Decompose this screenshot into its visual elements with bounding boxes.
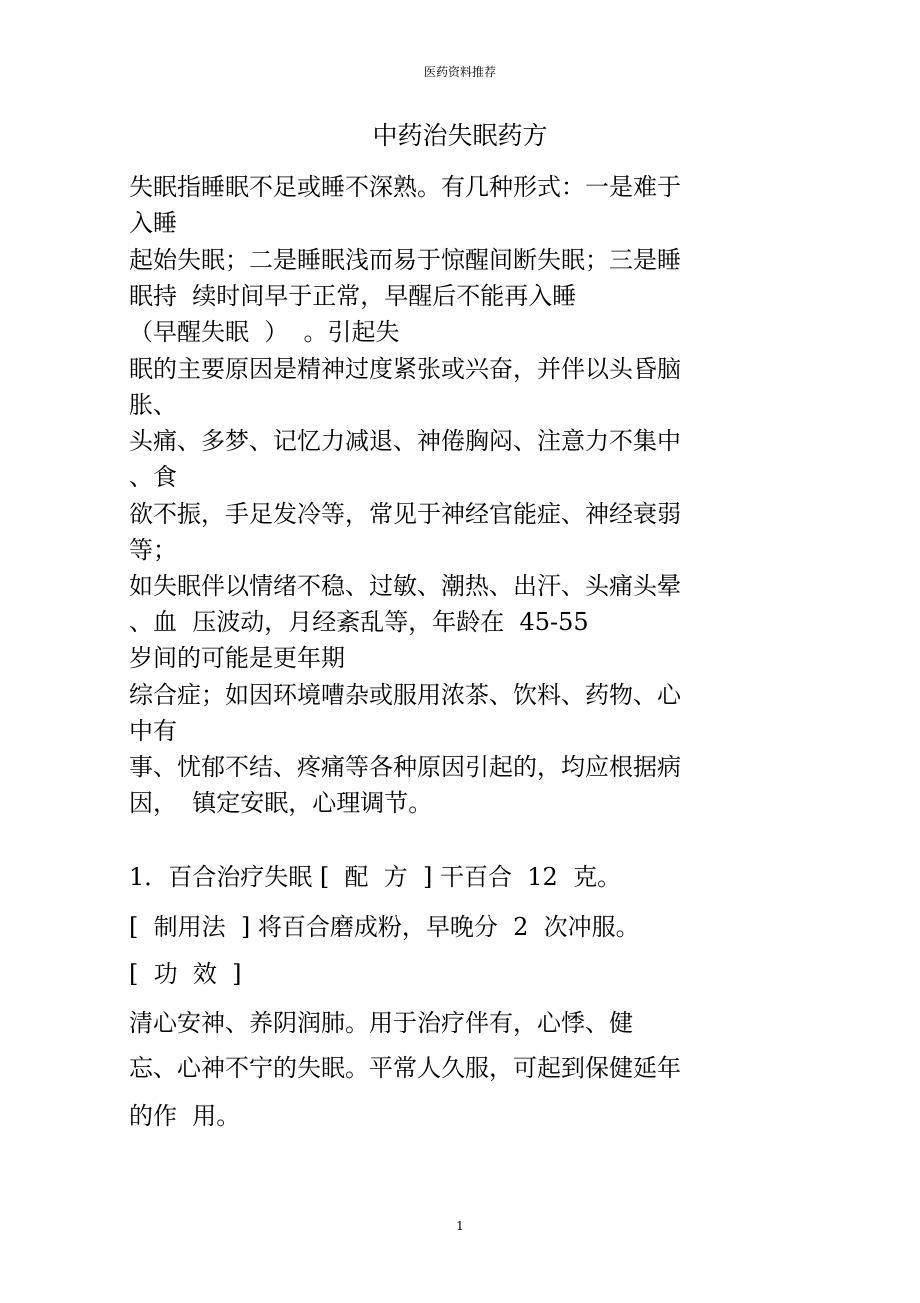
intro-line: 综合症；如因环境嘈杂或服用浓茶、饮料、药物、心 (129, 681, 681, 709)
recipe-line: [ 制用法 ] 将百合磨成粉，早晚分 2 次冲服。 (129, 913, 640, 941)
intro-line: 如失眠伴以情绪不稳、过敏、潮热、出汗、头痛头晕 (129, 572, 681, 600)
recipe-line: 的作 用。 (129, 1102, 241, 1130)
intro-line: 起始失眠；二是睡眠浅而易于惊醒间断失眠；三是睡 (129, 246, 681, 274)
intro-line: 入睡 (129, 209, 177, 237)
recipe-line: 忘、心神不宁的失眠。平常人久服，可起到保健延年 (129, 1054, 681, 1082)
intro-line: 失眠指睡眠不足或睡不深熟。有几种形式：一是难于 (129, 173, 681, 201)
intro-line: 事、忧郁不结、疼痛等各种原因引起的，均应根据病 (129, 753, 681, 781)
intro-line: 等； (129, 536, 177, 564)
page-number: 1 (456, 1219, 464, 1233)
intro-line: 、食 (129, 463, 177, 491)
intro-line: 头痛、多梦、记忆力减退、神倦胸闷、注意力不集中 (129, 427, 681, 455)
recipe-line: 1．百合治疗失眠 [ 配 方 ] 干百合 12 克。 (129, 863, 622, 891)
intro-line: 眠的主要原因是精神过度紧张或兴奋，并伴以头昏脑 (129, 355, 681, 383)
recipe-line: 清心安神、养阴润肺。用于治疗伴有，心悸、健 (129, 1009, 633, 1037)
intro-line: 岁间的可能是更年期 (129, 644, 345, 672)
intro-line: 胀、 (129, 391, 177, 419)
intro-line: 中有 (129, 717, 177, 745)
document-title: 中药治失眠药方 (372, 121, 548, 150)
intro-line: 眠持 续时间早于正常，早醒后不能再入睡 (129, 282, 577, 310)
intro-line: 、血 压波动，月经紊乱等，年龄在 45-55 (129, 608, 589, 636)
page-header: 医药资料推荐 (423, 65, 496, 79)
intro-line: 因， 镇定安眠，心理调节。 (129, 789, 433, 817)
intro-line: （早醒失眠 ） 。引起失 (129, 318, 400, 346)
recipe-line: [ 功 效 ] (129, 960, 242, 988)
intro-line: 欲不振，手足发冷等，常见于神经官能症、神经衰弱 (129, 500, 681, 528)
